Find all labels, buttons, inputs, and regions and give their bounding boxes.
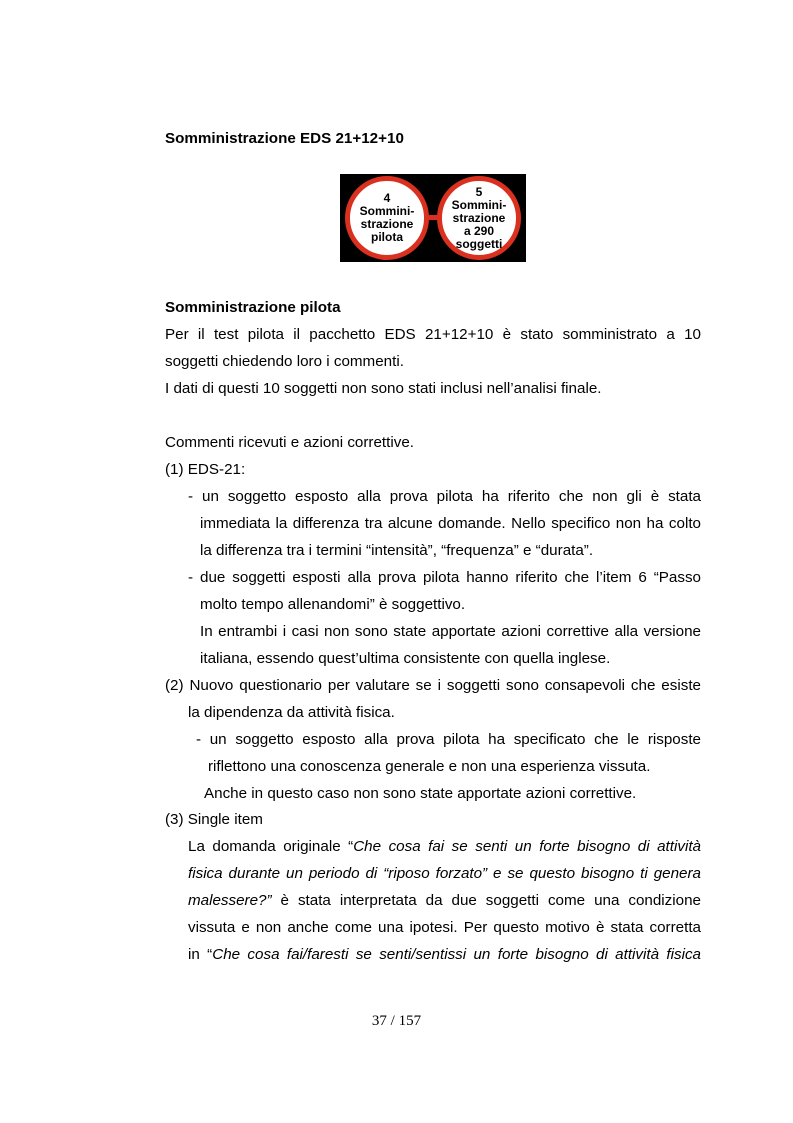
text-span: è stata interpretata da due soggetti come una condizione: [271, 892, 701, 909]
comments-intro: Commenti ricevuti e azioni correttive.: [165, 434, 414, 451]
list-item-line: la differenza tra i termini “intensità”, “frequenza” e “durata”.: [200, 542, 594, 559]
step-4-line: pilota: [371, 230, 403, 244]
section-heading-pilot: Somministrazione pilota: [165, 299, 341, 316]
italic-quote: malessere?”: [188, 892, 272, 909]
list-item-line: In entrambi i casi non sono state apportate azioni correttive alla versione: [200, 623, 701, 640]
list-item-line: - due soggetti esposti alla prova pilota hanno riferito che l’item 6 “Passo: [188, 569, 701, 586]
paragraph-line: Per il test pilota il pacchetto EDS 21+12+10 è stato somministrato a 10: [165, 326, 701, 343]
italic-quote: Che cosa fai se senti un forte bisogno di attività: [353, 838, 702, 855]
list-item-line: italiana, essendo quest’ultima consistente con quella inglese.: [200, 650, 611, 667]
list-label: (1) EDS-21:: [165, 461, 246, 478]
list-item-line: riflettono una conoscenza generale e non una esperienza vissuta.: [208, 758, 651, 775]
list-item-line: Anche in questo caso non sono state apportate azioni correttive.: [204, 785, 637, 802]
list-item-line: - un soggetto esposto alla prova pilota ha specificato che le risposte: [196, 731, 701, 748]
paragraph-line: [188, 945, 701, 965]
flow-diagram: [340, 174, 526, 262]
step-5-line: Sommini-: [451, 197, 507, 212]
paragraph-line: [188, 891, 701, 911]
step-4-line: 4: [383, 191, 391, 205]
section-heading-eds: Somministrazione EDS 21+12+10: [165, 130, 404, 147]
text-span: in “: [188, 946, 213, 963]
paragraph-line: soggetti chiedendo loro i commenti.: [165, 353, 404, 370]
step-5-circle: [437, 176, 521, 260]
step-4-circle: [345, 176, 429, 260]
step-4-line: Sommini-: [359, 204, 415, 218]
step-4-line: strazione: [360, 217, 414, 231]
list-item-line: molto tempo allenandomi” è soggettivo.: [200, 596, 466, 613]
italic-quote: Che cosa fai/faresti se senti/sentissi un forte bisogno di attività fisica: [212, 946, 701, 963]
page-number: 37 / 157: [371, 1013, 422, 1029]
list-item-line: la dipendenza da attività fisica.: [188, 704, 395, 721]
step-5-line: 5: [475, 184, 483, 199]
list-label: (3) Single item: [165, 811, 263, 828]
list-item-line: - un soggetto esposto alla prova pilota ha riferito che non gli è stata: [188, 488, 701, 505]
step-5-line: soggetti: [455, 236, 503, 251]
text-span: La domanda originale “: [188, 838, 354, 855]
list-label: (2) Nuovo questionario per valutare se i soggetti sono consapevoli che esiste: [165, 677, 701, 694]
italic-quote: fisica durante un periodo di “riposo forzato” e se questo bisogno ti genera: [188, 865, 701, 882]
step-5-line: strazione: [452, 210, 506, 225]
paragraph-line: [188, 837, 701, 857]
paragraph-line: vissuta e non anche come una ipotesi. Per questo motivo è stata corretta: [188, 919, 701, 936]
step-5-line: a 290: [463, 223, 495, 238]
paragraph-line: I dati di questi 10 soggetti non sono stati inclusi nell’analisi finale.: [165, 380, 602, 397]
list-item-line: immediata la differenza tra alcune domande. Nello specifico non ha colto: [200, 515, 701, 532]
